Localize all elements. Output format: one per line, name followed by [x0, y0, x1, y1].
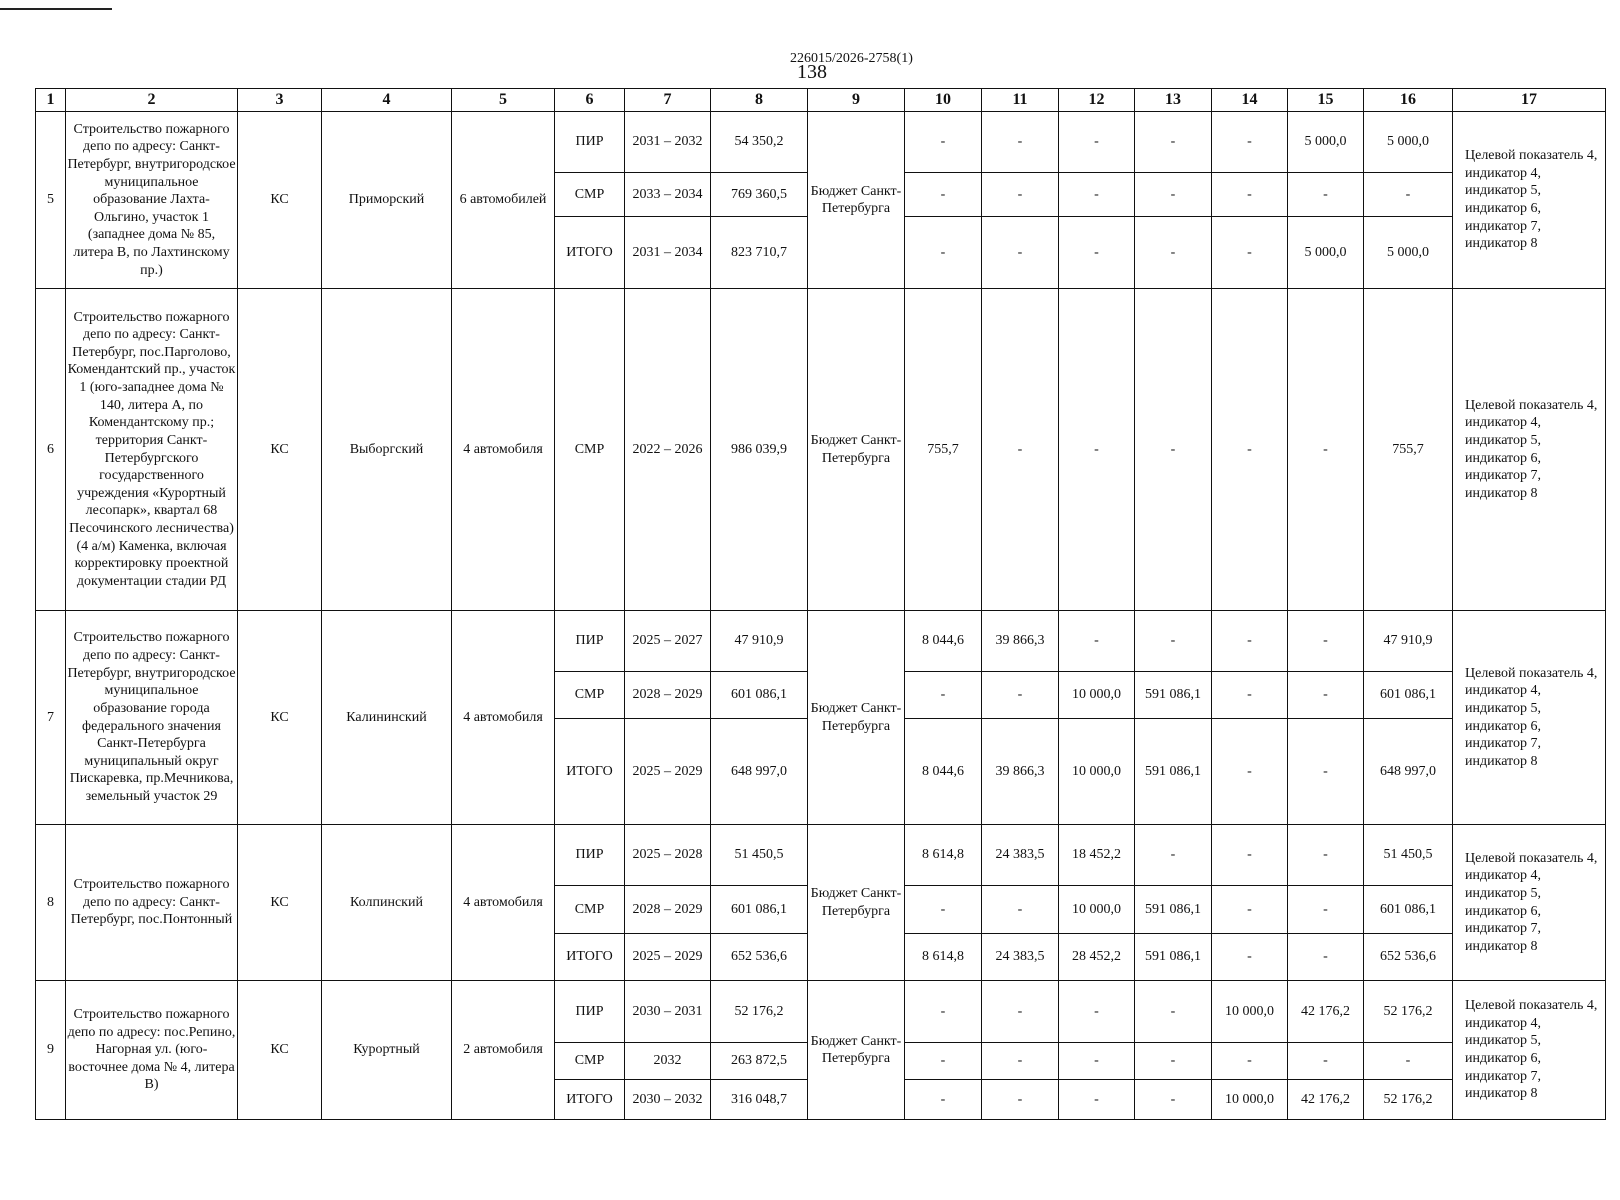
stage-total: 652 536,6 — [1364, 934, 1453, 981]
year-value: - — [1288, 672, 1364, 719]
year-value: - — [1212, 672, 1288, 719]
year-value: 28 452,2 — [1059, 934, 1135, 981]
object-capacity: 4 автомобиля — [452, 289, 555, 611]
funding-source: Бюджет Санкт-Петербурга — [808, 611, 905, 825]
stage-total: 755,7 — [1364, 289, 1453, 611]
stage-period: 2022 – 2026 — [625, 289, 711, 611]
year-value: 8 614,8 — [905, 934, 982, 981]
year-value: - — [1135, 1080, 1212, 1120]
year-value: - — [1212, 289, 1288, 611]
year-value: - — [1059, 289, 1135, 611]
year-value: 10 000,0 — [1212, 981, 1288, 1043]
scan-edge-mark — [0, 8, 112, 10]
year-value: - — [982, 672, 1059, 719]
year-value: - — [1135, 611, 1212, 672]
year-value: - — [982, 1043, 1059, 1080]
stage-name: ИТОГО — [555, 217, 625, 289]
stage-cost: 601 086,1 — [711, 886, 808, 934]
year-value: 591 086,1 — [1135, 886, 1212, 934]
year-value: - — [905, 173, 982, 217]
registration-number: 226015/2026-2758(1) — [790, 51, 913, 66]
stage-cost: 47 910,9 — [711, 611, 808, 672]
year-value: - — [1135, 289, 1212, 611]
object-capacity: 2 автомобиля — [452, 981, 555, 1120]
table-row — [36, 611, 1606, 672]
object-description: Строительство пожарного депо по адресу: Санкт-Петербург, пос.Понтонный — [66, 825, 238, 981]
table-row — [36, 825, 1606, 886]
year-value: - — [1212, 719, 1288, 825]
year-value: - — [1059, 173, 1135, 217]
year-value: - — [982, 112, 1059, 173]
year-value: 18 452,2 — [1059, 825, 1135, 886]
stage-cost: 51 450,5 — [711, 825, 808, 886]
year-value: - — [1212, 611, 1288, 672]
stage-name: СМР — [555, 886, 625, 934]
target-indicators: Целевой показатель 4, индикатор 4, индикатор 5, индикатор 6, индикатор 7, индикатор 8 — [1453, 981, 1606, 1120]
year-value: - — [982, 217, 1059, 289]
object-type: КС — [238, 825, 322, 981]
object-district: Колпинский — [322, 825, 452, 981]
object-type: КС — [238, 981, 322, 1120]
year-value: 10 000,0 — [1059, 672, 1135, 719]
year-value: - — [905, 886, 982, 934]
stage-total: 601 086,1 — [1364, 672, 1453, 719]
year-value: 591 086,1 — [1135, 934, 1212, 981]
year-value: - — [1288, 611, 1364, 672]
object-district: Курортный — [322, 981, 452, 1120]
year-value: - — [1059, 217, 1135, 289]
year-value: 5 000,0 — [1288, 112, 1364, 173]
object-number: 8 — [36, 825, 66, 981]
year-value: - — [982, 981, 1059, 1043]
column-header: 8 — [711, 89, 808, 112]
target-indicators: Целевой показатель 4, индикатор 4, индикатор 5, индикатор 6, индикатор 7, индикатор 8 — [1453, 611, 1606, 825]
year-value: 10 000,0 — [1059, 886, 1135, 934]
stage-cost: 652 536,6 — [711, 934, 808, 981]
stage-period: 2025 – 2027 — [625, 611, 711, 672]
year-value: 8 614,8 — [905, 825, 982, 886]
year-value: - — [1135, 173, 1212, 217]
stage-total: - — [1364, 1043, 1453, 1080]
column-header: 2 — [66, 89, 238, 112]
year-value: - — [1212, 112, 1288, 173]
object-number: 7 — [36, 611, 66, 825]
stage-name: СМР — [555, 1043, 625, 1080]
year-value: - — [982, 289, 1059, 611]
object-description: Строительство пожарного депо по адресу: Санкт-Петербург, пос.Парголово, Комендантский пр., участок 1 (юго-западнее дома № 140, литера А, по Комендантскому пр.; территория Санкт-Петербургского государственного учреждения «Курортный лесопарк», квартал 68 Песочинского лесничества) (4 а/м) Каменка, включая корректировку проектной документации стадии РД — [66, 289, 238, 611]
program-table — [35, 88, 1606, 1120]
stage-period: 2028 – 2029 — [625, 672, 711, 719]
year-value: - — [1288, 886, 1364, 934]
year-value: - — [1212, 934, 1288, 981]
stage-total: 648 997,0 — [1364, 719, 1453, 825]
stage-total: - — [1364, 173, 1453, 217]
stage-total: 52 176,2 — [1364, 981, 1453, 1043]
column-header: 14 — [1212, 89, 1288, 112]
year-value: 8 044,6 — [905, 719, 982, 825]
stage-cost: 54 350,2 — [711, 112, 808, 173]
year-value: - — [1288, 1043, 1364, 1080]
page-number: 138 — [797, 61, 827, 83]
column-header: 3 — [238, 89, 322, 112]
object-district: Выборгский — [322, 289, 452, 611]
stage-cost: 316 048,7 — [711, 1080, 808, 1120]
stage-name: ПИР — [555, 611, 625, 672]
year-value: - — [1288, 934, 1364, 981]
stage-period: 2033 – 2034 — [625, 173, 711, 217]
year-value: - — [1288, 719, 1364, 825]
column-header: 7 — [625, 89, 711, 112]
stage-cost: 648 997,0 — [711, 719, 808, 825]
year-value: - — [905, 672, 982, 719]
column-header: 4 — [322, 89, 452, 112]
column-header: 11 — [982, 89, 1059, 112]
year-value: - — [1212, 825, 1288, 886]
stage-total: 5 000,0 — [1364, 112, 1453, 173]
object-description: Строительство пожарного депо по адресу: Санкт-Петербург, внутригородское муниципальное образование города федерального значения Санкт-Петербурга муниципальный округ Пискаревка, пр.Мечникова, земельный участок 29 — [66, 611, 238, 825]
year-value: - — [1059, 981, 1135, 1043]
stage-period: 2030 – 2031 — [625, 981, 711, 1043]
stage-total: 5 000,0 — [1364, 217, 1453, 289]
column-header: 13 — [1135, 89, 1212, 112]
year-value: - — [905, 112, 982, 173]
object-capacity: 6 автомобилей — [452, 112, 555, 289]
column-header: 12 — [1059, 89, 1135, 112]
stage-cost: 986 039,9 — [711, 289, 808, 611]
year-value: - — [905, 217, 982, 289]
year-value: - — [905, 1043, 982, 1080]
stage-name: ПИР — [555, 981, 625, 1043]
stage-name: СМР — [555, 173, 625, 217]
year-value: - — [1059, 611, 1135, 672]
year-value: - — [982, 886, 1059, 934]
table-row — [36, 112, 1606, 173]
stage-period: 2025 – 2028 — [625, 825, 711, 886]
year-value: - — [1135, 825, 1212, 886]
stage-name: ПИР — [555, 112, 625, 173]
year-value: 10 000,0 — [1212, 1080, 1288, 1120]
stage-cost: 52 176,2 — [711, 981, 808, 1043]
funding-source: Бюджет Санкт-Петербурга — [808, 981, 905, 1120]
year-value: 8 044,6 — [905, 611, 982, 672]
year-value: - — [1212, 1043, 1288, 1080]
stage-cost: 823 710,7 — [711, 217, 808, 289]
column-header: 15 — [1288, 89, 1364, 112]
column-header: 9 — [808, 89, 905, 112]
year-value: - — [1212, 217, 1288, 289]
object-type: КС — [238, 611, 322, 825]
stage-name: СМР — [555, 672, 625, 719]
stage-name: ИТОГО — [555, 1080, 625, 1120]
column-header: 6 — [555, 89, 625, 112]
year-value: - — [1059, 1043, 1135, 1080]
column-header: 16 — [1364, 89, 1453, 112]
stage-period: 2030 – 2032 — [625, 1080, 711, 1120]
funding-source: Бюджет Санкт-Петербурга — [808, 825, 905, 981]
table-row — [36, 981, 1606, 1043]
year-value: - — [1135, 217, 1212, 289]
stage-period: 2025 – 2029 — [625, 934, 711, 981]
year-value: - — [1288, 825, 1364, 886]
year-value: 39 866,3 — [982, 611, 1059, 672]
year-value: - — [1288, 173, 1364, 217]
year-value: 24 383,5 — [982, 825, 1059, 886]
year-value: - — [1059, 112, 1135, 173]
object-description: Строительство пожарного депо по адресу: Санкт-Петербург, внутригородское муниципальное образование Лахта-Ольгино, участок 1 (западнее дома № 85, литера В, по Лахтинскому пр.) — [66, 112, 238, 289]
stage-period: 2028 – 2029 — [625, 886, 711, 934]
year-value: - — [982, 173, 1059, 217]
year-value: - — [1135, 112, 1212, 173]
funding-source: Бюджет Санкт-Петербурга — [808, 289, 905, 611]
year-value: 5 000,0 — [1288, 217, 1364, 289]
year-value: 39 866,3 — [982, 719, 1059, 825]
object-district: Приморский — [322, 112, 452, 289]
year-value: - — [982, 1080, 1059, 1120]
stage-period: 2031 – 2034 — [625, 217, 711, 289]
stage-name: ПИР — [555, 825, 625, 886]
object-capacity: 4 автомобиля — [452, 825, 555, 981]
year-value: - — [1288, 289, 1364, 611]
year-value: 10 000,0 — [1059, 719, 1135, 825]
target-indicators: Целевой показатель 4, индикатор 4, индикатор 5, индикатор 6, индикатор 7, индикатор 8 — [1453, 289, 1606, 611]
column-header: 5 — [452, 89, 555, 112]
stage-name: СМР — [555, 289, 625, 611]
stage-cost: 769 360,5 — [711, 173, 808, 217]
year-value: 755,7 — [905, 289, 982, 611]
column-header: 10 — [905, 89, 982, 112]
target-indicators: Целевой показатель 4, индикатор 4, индикатор 5, индикатор 6, индикатор 7, индикатор 8 — [1453, 112, 1606, 289]
target-indicators: Целевой показатель 4, индикатор 4, индикатор 5, индикатор 6, индикатор 7, индикатор 8 — [1453, 825, 1606, 981]
funding-source: Бюджет Санкт-Петербурга — [808, 112, 905, 289]
object-number: 9 — [36, 981, 66, 1120]
column-header: 17 — [1453, 89, 1606, 112]
object-description: Строительство пожарного депо по адресу: пос.Репино, Нагорная ул. (юго-восточнее дома № 4, литера В) — [66, 981, 238, 1120]
year-value: - — [1212, 886, 1288, 934]
year-value: - — [1212, 173, 1288, 217]
stage-name: ИТОГО — [555, 719, 625, 825]
object-district: Калининский — [322, 611, 452, 825]
object-capacity: 4 автомобиля — [452, 611, 555, 825]
stage-total: 47 910,9 — [1364, 611, 1453, 672]
year-value: - — [1135, 981, 1212, 1043]
table-row — [36, 289, 1606, 611]
stage-period: 2031 – 2032 — [625, 112, 711, 173]
stage-total: 51 450,5 — [1364, 825, 1453, 886]
year-value: 24 383,5 — [982, 934, 1059, 981]
object-number: 5 — [36, 112, 66, 289]
year-value: 42 176,2 — [1288, 1080, 1364, 1120]
stage-cost: 263 872,5 — [711, 1043, 808, 1080]
stage-total: 601 086,1 — [1364, 886, 1453, 934]
year-value: - — [1059, 1080, 1135, 1120]
object-type: КС — [238, 289, 322, 611]
column-number-header-row — [36, 89, 1606, 112]
year-value: - — [1135, 1043, 1212, 1080]
year-value: - — [905, 1080, 982, 1120]
stage-total: 52 176,2 — [1364, 1080, 1453, 1120]
column-header: 1 — [36, 89, 66, 112]
stage-period: 2032 — [625, 1043, 711, 1080]
year-value: 591 086,1 — [1135, 719, 1212, 825]
year-value: - — [905, 981, 982, 1043]
stage-name: ИТОГО — [555, 934, 625, 981]
stage-period: 2025 – 2029 — [625, 719, 711, 825]
year-value: 591 086,1 — [1135, 672, 1212, 719]
year-value: 42 176,2 — [1288, 981, 1364, 1043]
stage-cost: 601 086,1 — [711, 672, 808, 719]
object-type: КС — [238, 112, 322, 289]
object-number: 6 — [36, 289, 66, 611]
